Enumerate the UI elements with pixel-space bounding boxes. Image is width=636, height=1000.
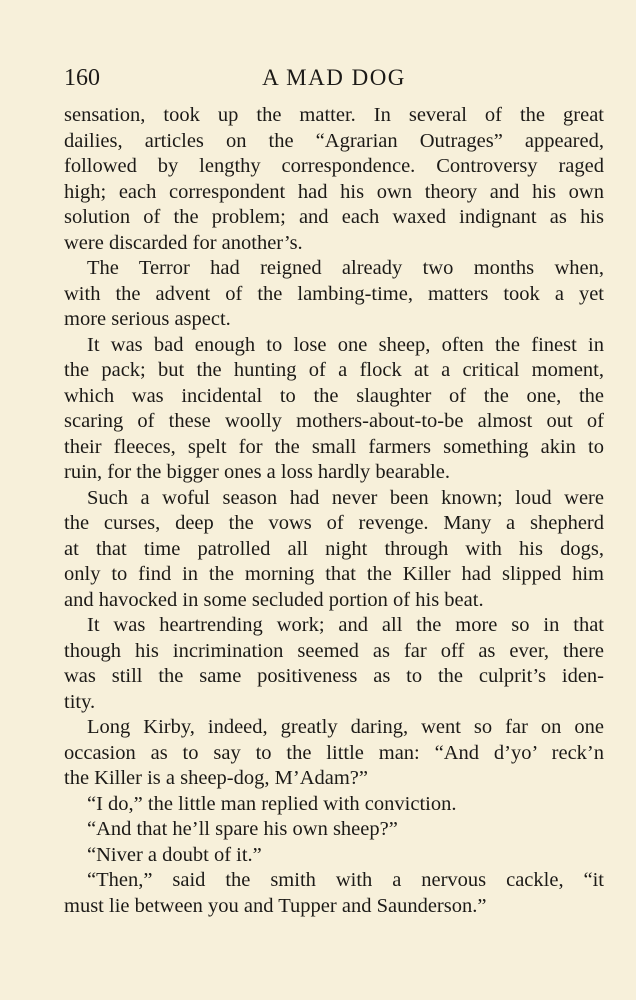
text-line: must lie between you and Tupper and Saunderson.” xyxy=(64,894,487,917)
page-header xyxy=(64,62,604,94)
text-line: the curses, deep the vows of revenge. Many a shepherd xyxy=(64,512,604,534)
text-line: though his incrimination seemed as far off as ever, there xyxy=(64,639,604,662)
text-line: with the advent of the lambing-time, matters took a yet xyxy=(64,282,604,305)
text-line: followed by lengthy correspondence. Controversy raged xyxy=(64,155,604,177)
text-line: the pack; but the hunting of a flock at a critical moment, xyxy=(64,359,604,381)
text-line: The Terror had reigned already two months when, xyxy=(87,257,604,279)
text-line: their fleeces, spelt for the small farmers something akin to xyxy=(64,435,604,458)
text-line: occasion as to say to the little man: “And d’yo’ reck’n xyxy=(64,741,604,764)
text-line: was still the same positiveness as to the culprit’s iden- xyxy=(64,665,604,687)
text-line: ruin, for the bigger ones a loss hardly bearable. xyxy=(64,461,450,483)
body-text xyxy=(64,103,604,919)
text-line: “Then,” said the smith with a nervous cackle, “it xyxy=(87,869,604,891)
text-line: which was incidental to the slaughter of the one, the xyxy=(64,384,604,407)
text-line: and havocked in some secluded portion of his beat. xyxy=(64,588,484,611)
text-line: “And that he’ll spare his own sheep?” xyxy=(87,818,398,840)
text-line: It was bad enough to lose one sheep, often the finest in xyxy=(87,333,604,356)
text-line: high; each correspondent had his own theory and his own xyxy=(64,180,604,203)
page-number: 160 xyxy=(64,65,100,91)
running-head: A MAD DOG xyxy=(262,65,406,90)
text-line: Such a woful season had never been known; loud were xyxy=(87,486,604,509)
text-line: “Niver a doubt of it.” xyxy=(87,843,262,866)
text-line: scaring of these woolly mothers-about-to-be almost out of xyxy=(64,410,604,432)
text-line: solution of the problem; and each waxed indignant as his xyxy=(64,206,604,228)
text-line: It was heartrending work; and all the more so in that xyxy=(87,614,604,636)
text-line: sensation, took up the matter. In several of the great xyxy=(64,104,604,126)
text-line: the Killer is a sheep-dog, M’Adam?” xyxy=(64,767,368,789)
text-line: only to find in the morning that the Killer had slipped him xyxy=(64,563,604,585)
text-line: Long Kirby, indeed, greatly daring, went so far on one xyxy=(87,716,604,738)
text-line: at that time patrolled all night through with his dogs, xyxy=(64,537,604,560)
text-line: were discarded for another’s. xyxy=(64,231,303,254)
text-line: dailies, articles on the “Agrarian Outrages” appeared, xyxy=(64,129,604,152)
text-line: tity. xyxy=(64,690,96,713)
text-line: more serious aspect. xyxy=(64,308,231,330)
text-line: “I do,” the little man replied with conviction. xyxy=(87,792,457,815)
